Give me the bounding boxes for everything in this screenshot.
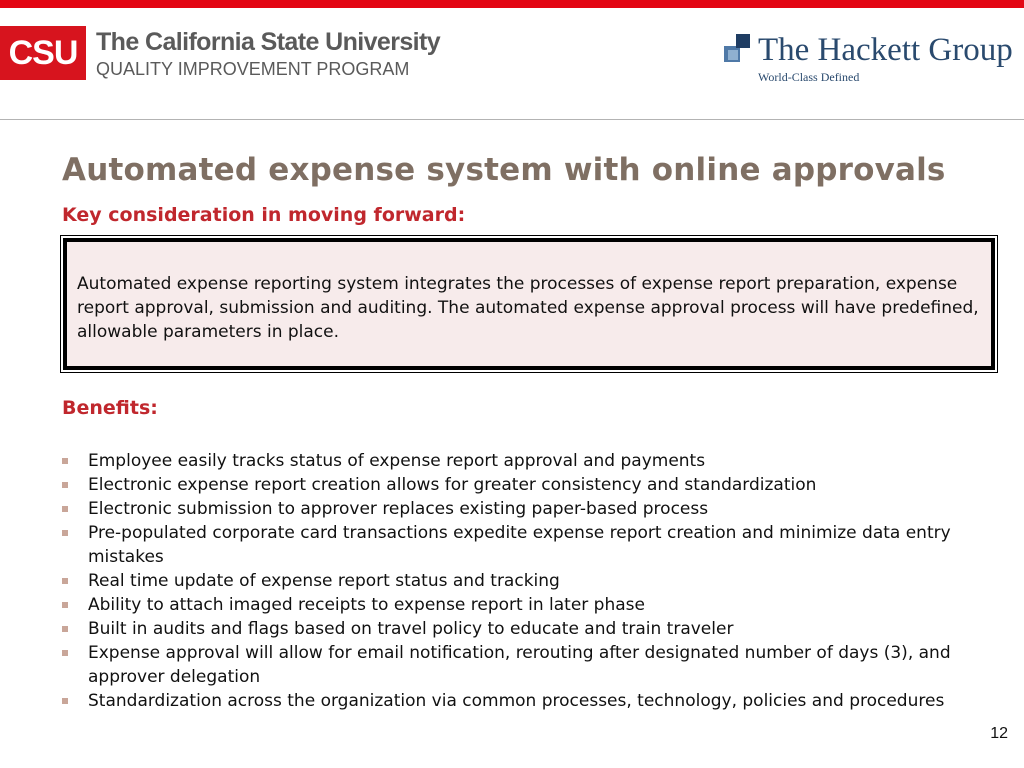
benefit-text: Standardization across the organization via common processes, technology, policies and procedures: [88, 691, 945, 711]
benefit-item: [62, 593, 982, 617]
benefits-heading: Benefits:: [62, 397, 158, 419]
benefit-text: Expense approval will allow for email notification, rerouting after designated number of days (3), and approver delegation: [88, 643, 951, 687]
square-bullet-icon: [62, 626, 68, 632]
benefit-item: [62, 449, 982, 473]
hackett-company-name: The Hackett Group: [758, 32, 1013, 68]
hackett-tagline: World-Class Defined: [758, 70, 860, 84]
csu-program-name: QUALITY IMPROVEMENT PROGRAM: [96, 59, 410, 79]
benefit-item: [62, 497, 982, 521]
slide-title: Automated expense system with online approvals: [62, 152, 946, 188]
key-consideration-heading: Key consideration in moving forward:: [62, 204, 466, 226]
callout-text: Automated expense reporting system integrates the processes of expense report preparation, expense report approval, submission and auditing. The automated expense approval process will have predefined, allowable parameters in place.: [77, 274, 979, 342]
csu-logo-mark: CSU: [0, 26, 86, 80]
benefit-item: [62, 569, 982, 593]
benefit-item: [62, 689, 982, 713]
benefit-text: Electronic expense report creation allows for greater consistency and standardization: [88, 475, 817, 495]
square-bullet-icon: [62, 482, 68, 488]
square-bullet-icon: [62, 602, 68, 608]
page-number: 12: [990, 725, 1008, 742]
benefit-item: [62, 617, 982, 641]
benefit-text: Real time update of expense report status and tracking: [88, 571, 560, 591]
square-bullet-icon: [62, 698, 68, 704]
benefits-list: [62, 449, 982, 713]
benefit-text: Pre-populated corporate card transactions expedite expense report creation and minimize data entry mistakes: [88, 523, 951, 567]
hackett-squares-icon: [724, 34, 754, 62]
benefit-text: Employee easily tracks status of expense report approval and payments: [88, 451, 706, 471]
csu-university-name: The California State University: [96, 28, 440, 56]
benefit-text: Ability to attach imaged receipts to expense report in later phase: [88, 595, 645, 615]
square-bullet-icon: [62, 578, 68, 584]
benefit-item: [62, 473, 982, 497]
benefit-item: [62, 641, 982, 689]
callout-box: [60, 235, 998, 373]
benefit-text: Built in audits and flags based on travel policy to educate and train traveler: [88, 619, 734, 639]
square-bullet-icon: [62, 506, 68, 512]
callout-box-inner: [63, 238, 995, 370]
csu-logo: [0, 26, 440, 82]
benefit-item: [62, 521, 982, 569]
benefit-text: Electronic submission to approver replaces existing paper-based process: [88, 499, 709, 519]
top-accent-bar: [0, 0, 1024, 8]
hackett-logo: [724, 34, 1024, 88]
square-bullet-icon: [62, 650, 68, 656]
square-bullet-icon: [62, 530, 68, 536]
square-bullet-icon: [62, 458, 68, 464]
header-divider: [0, 119, 1024, 120]
